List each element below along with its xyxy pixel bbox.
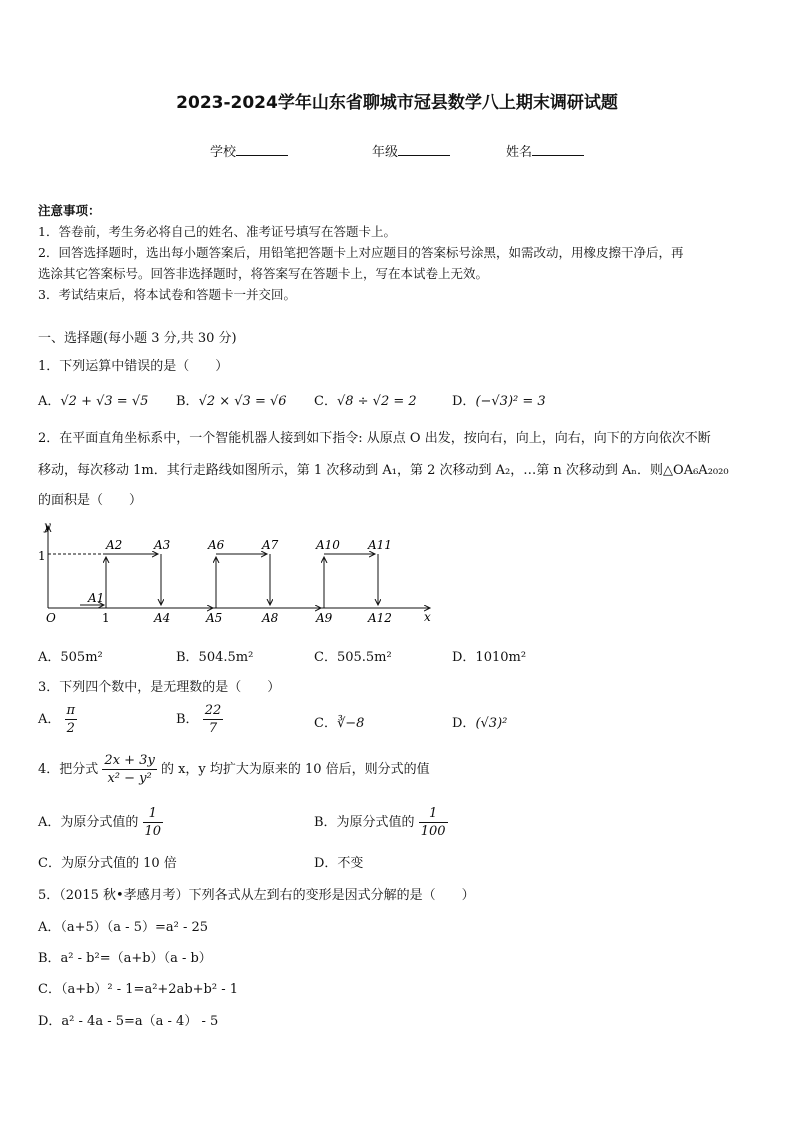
numerator: 1 bbox=[143, 805, 164, 823]
q4-post: 的 x，y 均扩大为原来的 10 倍后，则分式的值 bbox=[160, 762, 430, 777]
school-label: 学校 bbox=[210, 145, 237, 160]
point-label: A4 bbox=[154, 611, 171, 625]
q1-d-expr: (−√3)² = 3 bbox=[475, 394, 546, 409]
option-label: A． bbox=[38, 712, 61, 727]
grade-blank bbox=[398, 143, 450, 156]
numerator: 22 bbox=[204, 703, 222, 718]
q4-pre: 4．把分式 bbox=[38, 762, 99, 777]
q1-option-c bbox=[314, 390, 417, 409]
option-label: B．为原分式值的 bbox=[314, 815, 415, 830]
q3-option-b bbox=[176, 702, 223, 737]
denominator: 2 bbox=[66, 721, 75, 736]
fraction bbox=[102, 752, 156, 787]
q5-option-a: A．（a+5）（a - 5）=a² - 25 bbox=[38, 920, 209, 935]
numerator: π bbox=[66, 703, 76, 718]
y-tick-label: 1 bbox=[38, 549, 46, 563]
denominator: 100 bbox=[420, 824, 446, 839]
numerator: 1 bbox=[419, 805, 448, 823]
point-label: A1 bbox=[88, 591, 105, 605]
q5-stem: 5．（2015 秋•孝感月考）下列各式从左到右的变形是因式分解的是（ ） bbox=[38, 888, 475, 903]
option-label: D． bbox=[452, 394, 476, 409]
option-label: B． bbox=[176, 394, 199, 409]
point-label: A6 bbox=[208, 538, 225, 552]
grade-field bbox=[372, 141, 450, 160]
q4-option-d: D．不变 bbox=[314, 856, 364, 871]
q2-option-d: D．1010m² bbox=[452, 650, 527, 665]
denominator: 7 bbox=[208, 721, 218, 736]
point-label: A8 bbox=[262, 611, 279, 625]
school-blank bbox=[236, 143, 288, 156]
x-axis-label: x bbox=[424, 610, 431, 624]
q2-line1: 2．在平面直角坐标系中，一个智能机器人接到如下指令: 从原点 O 出发，按向右，向上，向右，向下的方向依次不断 bbox=[38, 431, 711, 446]
notice-block bbox=[38, 200, 683, 305]
point-label: A7 bbox=[262, 538, 279, 552]
notice-item: 2．回答选择题时，选出每小题答案后，用铅笔把答题卡上对应题目的答案标号涂黑，如需改动，用橡皮擦干净后，再 bbox=[38, 245, 684, 260]
point-label: A12 bbox=[368, 611, 392, 625]
q4-option-b bbox=[314, 805, 448, 840]
option-label: A．为原分式值的 bbox=[38, 815, 139, 830]
q1-option-d bbox=[452, 390, 546, 409]
q1-c-expr: √8 ÷ √2 = 2 bbox=[336, 394, 417, 409]
page-title: 2023-2024学年山东省聊城市冠县数学八上期末调研试题 bbox=[176, 93, 618, 113]
point-label: A3 bbox=[154, 538, 171, 552]
q3-c-expr: ∛−8 bbox=[336, 716, 365, 731]
q4-option-a bbox=[38, 805, 163, 840]
q2-option-a: A．505m² bbox=[38, 650, 103, 665]
option-label: A． bbox=[38, 394, 61, 409]
x-tick-label: 1 bbox=[102, 611, 110, 625]
q5-option-d: D．a² - 4a - 5=a（a - 4） - 5 bbox=[38, 1014, 219, 1029]
fraction bbox=[419, 805, 448, 840]
q1-option-a bbox=[38, 390, 148, 409]
q1-a-expr: √2 + √3 = √5 bbox=[60, 394, 149, 409]
q1-option-b bbox=[176, 390, 287, 409]
q2-option-c: C．505.5m² bbox=[314, 650, 392, 665]
origin-label: O bbox=[46, 611, 56, 625]
q3-option-c bbox=[314, 712, 364, 731]
q5-option-c: C．（a+b）² - 1=a²+2ab+b² - 1 bbox=[38, 982, 238, 997]
section-heading: 一、选择题(每小题 3 分,共 30 分) bbox=[38, 331, 237, 346]
option-label: B． bbox=[176, 712, 199, 727]
grade-label: 年级 bbox=[372, 145, 399, 160]
q3-d-expr: (√3)² bbox=[475, 716, 508, 731]
notice-heading: 注意事项： bbox=[38, 203, 101, 218]
q2-line2: 移动，每次移动 1m．其行走路线如图所示，第 1 次移动到 A₁，第 2 次移动到 A₂，…第 n 次移动到 Aₙ．则△OA₆A₂₀₂₀ bbox=[38, 463, 729, 478]
denominator: 10 bbox=[144, 824, 162, 839]
q2-line3: 的面积是（ ） bbox=[38, 493, 143, 508]
option-label: C． bbox=[314, 716, 337, 731]
fraction bbox=[143, 805, 164, 840]
point-label: A11 bbox=[368, 538, 392, 552]
q3-stem: 3．下列四个数中，是无理数的是（ ） bbox=[38, 680, 281, 695]
notice-item: 选涂其它答案标号。回答非选择题时，将答案写在答题卡上，写在本试卷上无效。 bbox=[38, 266, 489, 281]
q3-option-d bbox=[452, 712, 507, 731]
point-label: A10 bbox=[316, 538, 340, 552]
fraction bbox=[65, 702, 78, 737]
point-label: A2 bbox=[106, 538, 123, 552]
option-label: C． bbox=[314, 394, 337, 409]
q1-b-expr: √2 × √3 = √6 bbox=[198, 394, 287, 409]
notice-item: 3．考试结束后，将本试卷和答题卡一并交回。 bbox=[38, 287, 296, 302]
q4-stem bbox=[38, 752, 430, 787]
notice-item: 1．答卷前，考生务必将自己的姓名、准考证号填写在答题卡上。 bbox=[38, 224, 396, 239]
q2-option-b: B．504.5m² bbox=[176, 650, 254, 665]
point-label: A5 bbox=[206, 611, 223, 625]
denominator: x² − y² bbox=[107, 771, 152, 786]
q3-option-a bbox=[38, 702, 77, 737]
q1-stem: 1．下列运算中错误的是（ ） bbox=[38, 359, 229, 374]
fraction bbox=[203, 702, 224, 737]
coordinate-figure bbox=[30, 520, 440, 630]
name-label: 姓名 bbox=[506, 145, 533, 160]
y-axis-label: y bbox=[44, 520, 51, 533]
option-label: D． bbox=[452, 716, 476, 731]
q4-option-c: C．为原分式值的 10 倍 bbox=[38, 856, 177, 871]
school-field bbox=[210, 141, 288, 160]
numerator: 2x + 3y bbox=[104, 753, 155, 768]
name-blank bbox=[532, 143, 584, 156]
point-label: A9 bbox=[316, 611, 333, 625]
name-field bbox=[506, 141, 584, 160]
q5-option-b: B．a² - b²=（a+b）（a - b） bbox=[38, 951, 212, 966]
